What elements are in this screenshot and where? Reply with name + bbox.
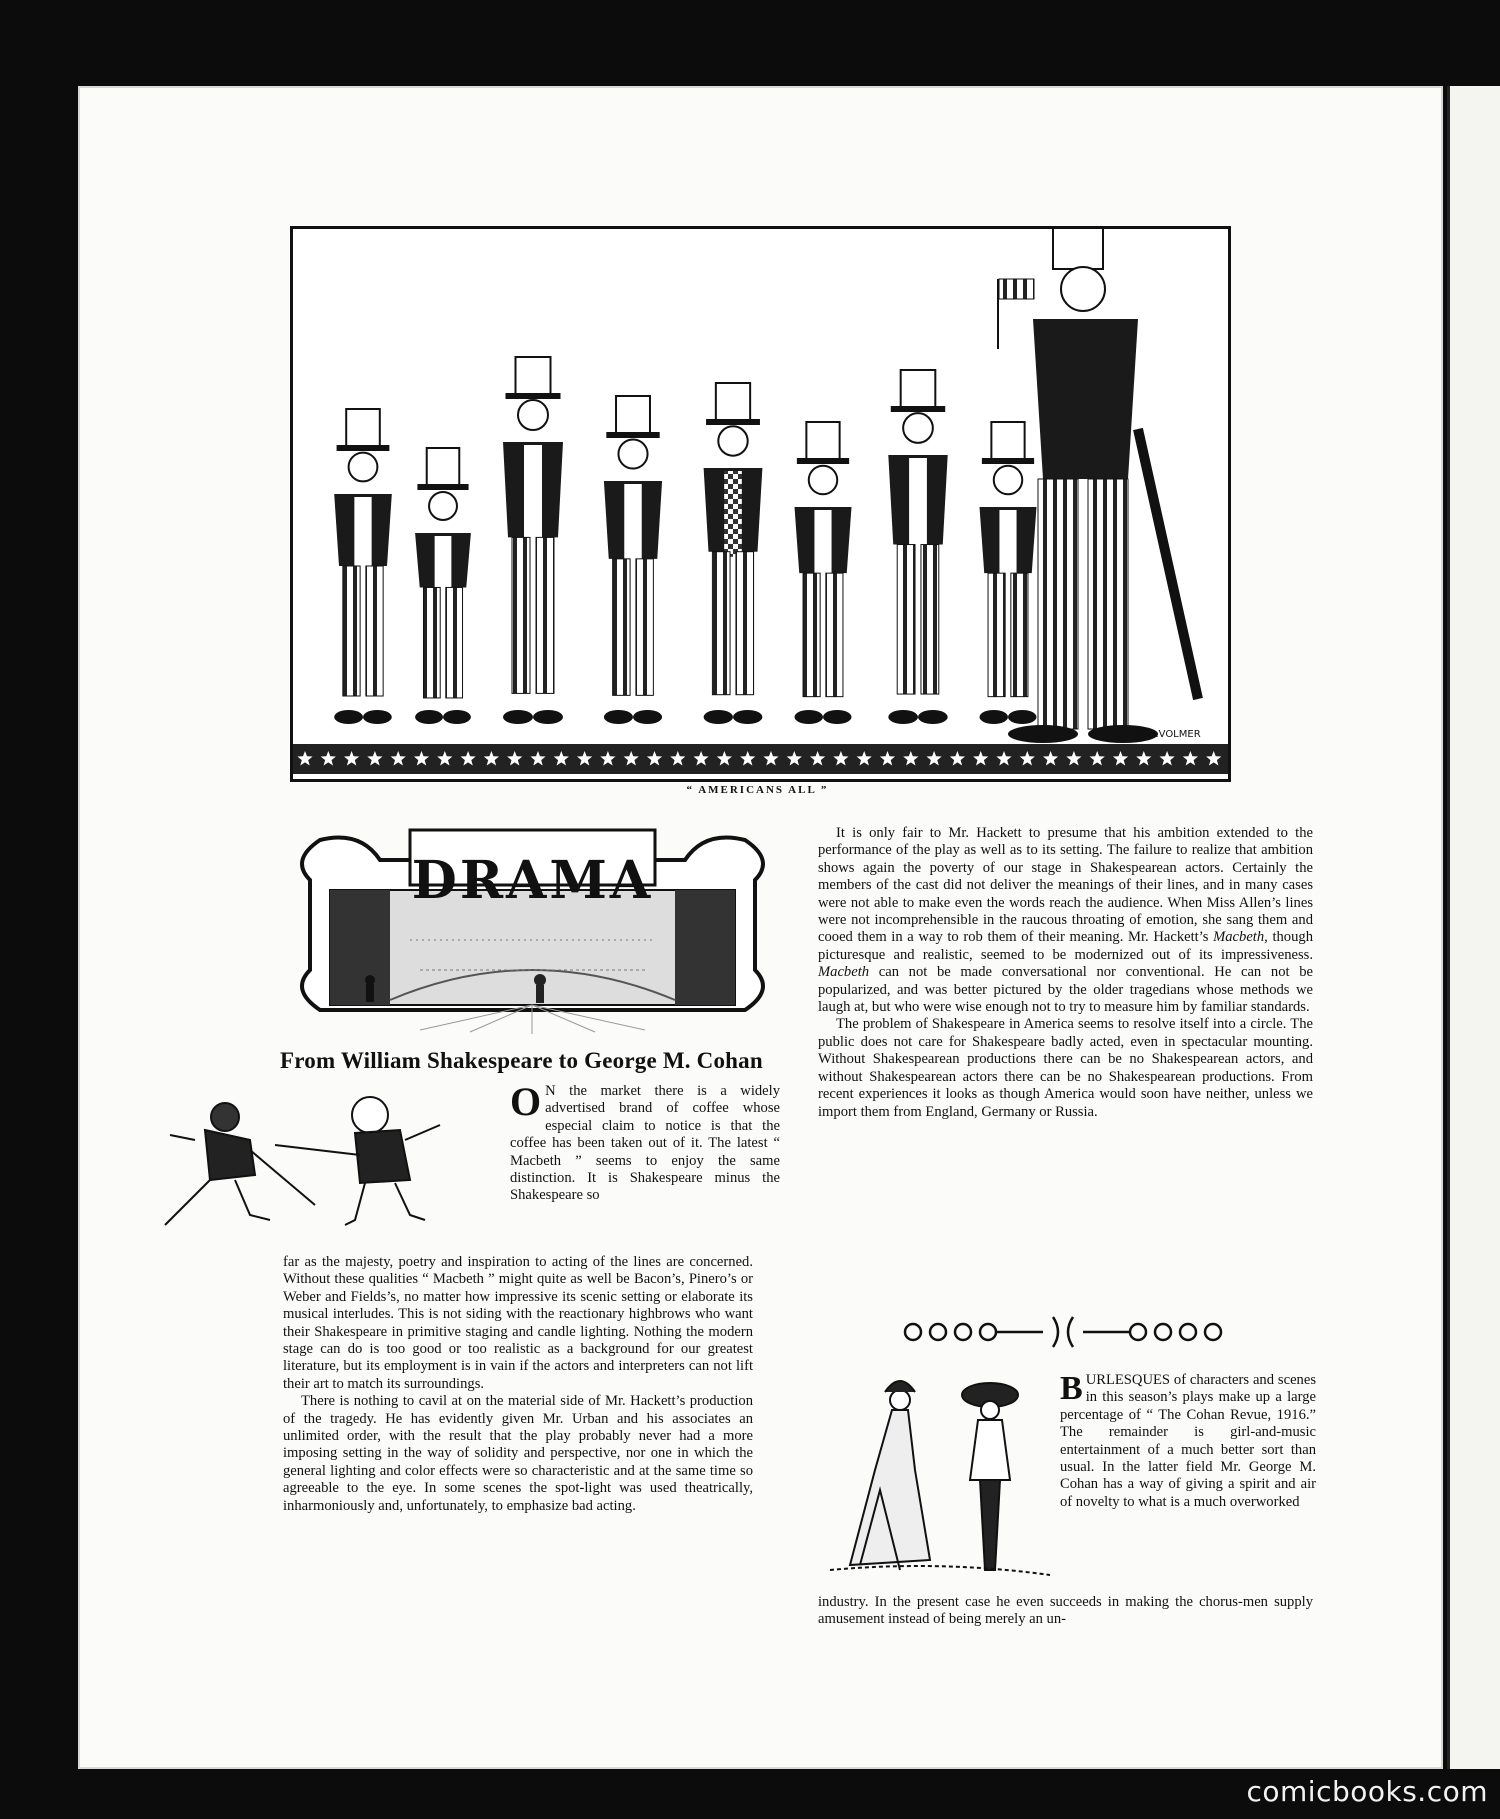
uncle-sam-figure-7 bbox=[888, 370, 947, 724]
article-headline: From William Shakespeare to George M. Cohan bbox=[280, 1048, 763, 1073]
left-paragraph-1: far as the majesty, poetry and inspiration to acting of the lines are concerned. Without these qualities “ Macbeth ” might quite as well be Bacon’s, Pinero’s or Weber and Fields’s, no matter how impressive its scenic setting or elaborate its musical interludes. This is not siding with the reactionary highbrows who want their Shakespeare in primitive staging and candle lighting. Nothing the modern stage can do is too good or too realistic as a background for our greatest literature, but its employment is in vain if the actors and interpreters can not lift their art to match its surroundings. bbox=[283, 1254, 753, 1392]
right-paragraph-1 bbox=[818, 825, 1313, 1016]
uncle-sam-figure-6 bbox=[795, 422, 852, 724]
cartoon-drawing bbox=[293, 229, 1228, 779]
uncle-sam-figure-8 bbox=[980, 422, 1037, 724]
burlesque-ladies-illustration bbox=[820, 1370, 1055, 1590]
uncle-sam-figure-3 bbox=[503, 357, 563, 724]
site-watermark: comicbooks.com bbox=[1246, 1775, 1488, 1808]
drama-section-banner bbox=[290, 820, 775, 1035]
article-intro bbox=[510, 1079, 780, 1205]
burlesque-paragraph bbox=[1060, 1372, 1316, 1511]
intro-dropcap: O bbox=[510, 1079, 542, 1124]
uncle-sam-figure-1 bbox=[334, 409, 392, 724]
artist-signature: R.D.VOLMER bbox=[1138, 729, 1201, 740]
uncle-sam-figures bbox=[334, 229, 1198, 743]
right-p1-part-a: It is only fair to Mr. Hackett to presume that his ambition extended to the performance of the play as well as to its setting. The failure to realize that ambition shows again the poverty of our stage in Shakespearean actors. Certainly the members of the cast did not deliver the meanings of their lines, and in many cases were not able to make even the words reach the audience. When Miss Allen’s lines were not incomprehensible in the raucous throating of emotion, she sang them and cooed them in a way to rob them of their meaning. Mr. Hackett’s bbox=[818, 825, 1313, 946]
uncle-sam-figure-5 bbox=[704, 383, 763, 724]
burlesque-text: URLESQUES of characters and scenes in this season’s plays make up a large percentage of “ The Cohan Revue, 1916.” The remainder is girl-and-music entertainment of a much better sort than usual. In the latter field Mr. George M. Cohan has a way of giving a spirit and air of novelty to what is a much overworked bbox=[1060, 1372, 1316, 1510]
right-p1-italic-2: Macbeth bbox=[818, 964, 870, 981]
right-p1-part-c: can not be made conversational nor conventional. He can not be popularized, and was better pictured by the older tragedians whose methods we laugh at, but who were wise enough not to try to measure him by familiar standards. bbox=[818, 964, 1313, 1016]
intro-text: N the market there is a widely advertised brand of coffee whose especial claim to notice is that the coffee has been taken out of it. The latest “ Macbeth ” seems to enjoy the same distinction. It is Shakespeare minus the Shakespeare so bbox=[510, 1083, 780, 1204]
right-p1-italic-1: Macbeth, bbox=[1213, 929, 1268, 946]
right-paragraph-2: The problem of Shakespeare in America seems to resolve itself into a circle. The public does not care for Shakespeare badly acted, even in spectacular mounting. Without Shakespearean productions there can be no Shakespearean actors, and without Shakespearean actors there can be no Shakespearean productions. From recent experiences it looks as though America would soon have neither, unless we import them from England, Germany or Russia. bbox=[818, 1016, 1313, 1120]
right-column bbox=[818, 825, 1313, 1121]
right-p1-part-b: though picturesque and realistic, seemed to be modernized out of its impressiveness. bbox=[818, 929, 1313, 963]
left-column bbox=[283, 1254, 753, 1515]
burlesque-continuation bbox=[818, 1594, 1313, 1629]
section-divider-ornament bbox=[898, 1312, 1228, 1352]
burlesque-dropcap: B bbox=[1060, 1370, 1083, 1407]
burlesque-cont-text: industry. In the present case he even succeeds in making the chorus-men supply amusement instead of being merely an un- bbox=[818, 1594, 1313, 1628]
fencing-caricature bbox=[155, 1085, 515, 1245]
fencers-art bbox=[155, 1085, 515, 1245]
uncle-sam-figure-2 bbox=[415, 448, 471, 724]
star-border bbox=[293, 744, 1228, 774]
uncle-sam-figure-4 bbox=[604, 396, 662, 724]
adjacent-page-edge bbox=[1447, 86, 1500, 1769]
americans-all-cartoon bbox=[290, 226, 1231, 782]
drama-title: DRAMA bbox=[411, 850, 654, 911]
cartoon-caption: “ AMERICANS ALL ” bbox=[686, 784, 829, 796]
left-paragraph-2: There is nothing to cavil at on the material side of Mr. Hackett’s production of the tragedy. He has evidently given Mr. Urban and his associates an unlimited order, with the result that the play probably never had a more imposing setting in the way of solidity and perspective, nor one in which the general lighting and color effects were so characteristic and at the same time so agreeable to the eye. In some scenes the spot-light was used theatrically, inharmoniously and, unfortunately, to emphasize bad acting. bbox=[283, 1393, 753, 1514]
